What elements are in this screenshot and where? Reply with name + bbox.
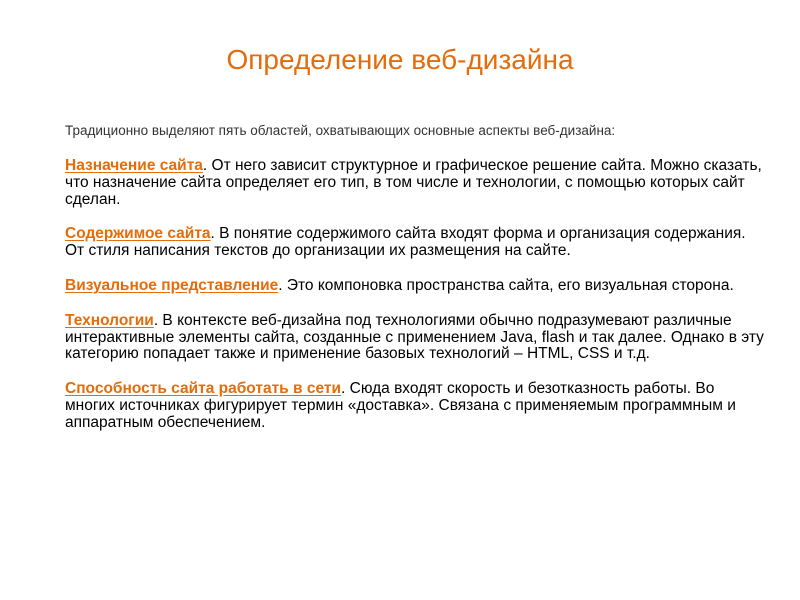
point-technologies — [65, 313, 765, 363]
term-purpose: Назначение сайта — [65, 157, 203, 174]
point-network-text: . Сюда входят скорость и безотказность работы. Во многих источниках фигурирует термин «доставка». Связана с применяемым программным и аппаратным обеспечением. — [65, 380, 736, 431]
term-technologies: Технологии — [65, 311, 154, 329]
point-technologies-text: . В контексте веб-дизайна под технологиями обычно подразумевают различные интерактивные элементы сайта, созданные с применением Java, flash и так далее. Однако в эту категорию попадает также и применение базовых технологий – HTML, CSS и т.д. — [65, 311, 764, 363]
point-visual-text: . Это компоновка пространства сайта, его визуальная сторона. — [278, 276, 734, 294]
intro-text: Традиционно выделяют пять областей, охватывающих основные аспекты веб-дизайна: — [65, 123, 616, 138]
point-purpose — [65, 158, 765, 208]
term-visual: Визуальное представление — [65, 276, 279, 294]
term-network: Способность сайта работать в сети — [65, 380, 342, 398]
slide-title: Определение веб-дизайна — [226, 44, 574, 75]
point-content-text: . В понятие содержимого сайта входят форма и организация содержания. От стиля написания текстов до организации их размещения на сайте. — [65, 225, 746, 260]
slide-content — [65, 122, 765, 450]
term-content: Содержимое сайта — [65, 225, 211, 243]
point-content — [65, 226, 765, 260]
point-visual — [65, 278, 765, 295]
point-purpose-text: . От него зависит структурное и графическое решение сайта. Можно сказать, что назначение сайта определяет его тип, в том числе и технологии, с помощью которых сайт сделан. — [65, 157, 762, 208]
point-network — [65, 381, 765, 431]
